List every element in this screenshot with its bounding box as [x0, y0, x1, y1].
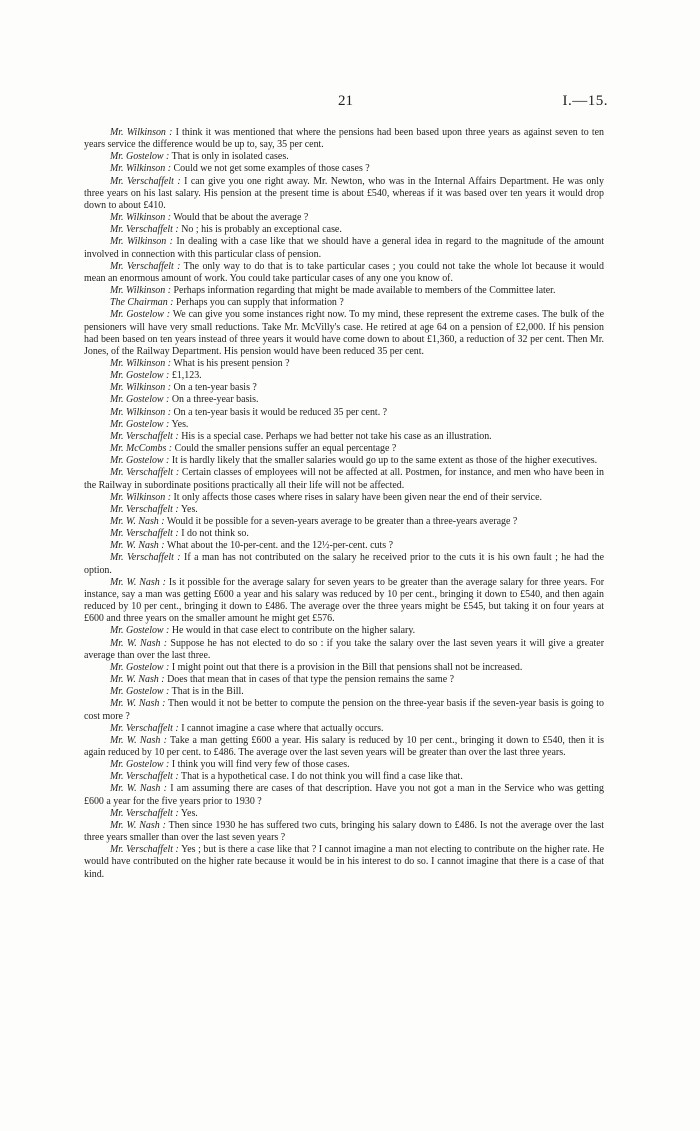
- speech-text: I am assuming there are cases of that description. Have you not got a man in the Service who was getting £600 a year for the five years prior to 1930 ?: [84, 783, 604, 807]
- speaker-name: Mr. Wilkinson :: [110, 357, 172, 369]
- speech-text: That is only in isolated cases.: [169, 151, 289, 163]
- speaker-name: Mr. Gostelow :: [110, 625, 170, 637]
- transcript-paragraph: [84, 382, 604, 394]
- speech-text: The only way to do that is to take particular cases ; you could not take the whole lot because it would mean an enormous amount of work. You could take particular cases of any one you know of.: [84, 260, 604, 284]
- speech-text: I cannot imagine a case where that actually occurs.: [178, 722, 384, 734]
- transcript-paragraph: [84, 674, 604, 686]
- speaker-name: Mr. Gostelow :: [110, 661, 170, 673]
- speaker-name: The Chairman :: [110, 297, 174, 309]
- document-reference: I.—15.: [562, 93, 608, 109]
- speaker-name: Mr. Wilkinson :: [110, 382, 172, 394]
- speech-text: On a three-year basis.: [169, 394, 259, 406]
- speaker-name: Mr. Verschaffelt :: [110, 260, 181, 272]
- transcript-paragraph: [84, 224, 604, 236]
- speaker-name: Mr. Gostelow :: [110, 370, 170, 382]
- transcript-paragraph: [84, 467, 604, 491]
- transcript-paragraph: [84, 163, 604, 175]
- speech-text: Perhaps you can supply that information ?: [173, 297, 344, 309]
- speech-text: In dealing with a case like that we should have a general idea in regard to the magnitude of the amount involved in connection with this particular class of pension.: [84, 236, 604, 260]
- speaker-name: Mr. Wilkinson :: [110, 212, 172, 224]
- speech-text: Is it possible for the average salary for seven years to be greater than the average salary for three years. For instance, say a man was getting £600 a year and his salary was reduced by 10 per cent., bringing it down to £540, and then again reduced by 10 per cent., bringing it down to £486. The average over the three years might be £545, but taking it on four years at £600 and three years on the smaller amount he might get £576.: [84, 576, 605, 625]
- transcript-paragraph: [84, 492, 604, 504]
- speaker-name: Mr. McCombs :: [110, 443, 173, 455]
- speech-text: I might point out that there is a provision in the Bill that pensions shall not be increased.: [169, 661, 523, 673]
- speech-text: Yes.: [178, 503, 198, 515]
- speech-text: Then would it not be better to compute the pension on the three-year basis if the seven-year basis is going to cost more ?: [84, 698, 604, 722]
- transcript-paragraph: [84, 783, 604, 807]
- speech-text: Certain classes of employees will not be affected at all. Postmen, for instance, and men who have been in the Railway in subordinate positions practically all their life will not be affected.: [84, 467, 604, 491]
- speaker-name: Mr. Wilkinson :: [110, 236, 173, 248]
- speech-text: That is in the Bill.: [169, 686, 244, 698]
- speech-text: £1,123.: [169, 370, 202, 382]
- speech-text: What about the 10-per-cent. and the 12½-per-cent. cuts ?: [164, 540, 394, 552]
- speaker-name: Mr. Verschaffelt :: [110, 807, 179, 819]
- speech-text: On a ten-year basis it would be reduced 35 per cent. ?: [171, 406, 388, 418]
- speech-text: If a man has not contributed on the salary he received prior to the cuts it is his own fault ; he had the option.: [84, 552, 604, 576]
- speaker-name: Mr. W. Nash :: [110, 819, 166, 831]
- transcript-paragraph: [84, 686, 604, 698]
- speaker-name: Mr. Verschaffelt :: [110, 224, 179, 236]
- speech-text: He would in that case elect to contribute on the higher salary.: [169, 625, 416, 637]
- transcript-paragraph: [84, 358, 604, 370]
- transcript-paragraph: [84, 577, 604, 626]
- speaker-name: Mr. Verschaffelt :: [110, 175, 181, 187]
- speaker-name: Mr. W. Nash :: [110, 734, 167, 746]
- transcript-paragraph: [84, 735, 604, 759]
- transcript-paragraph: [84, 261, 604, 285]
- transcript-paragraph: [84, 844, 604, 880]
- speaker-name: Mr. Gostelow :: [110, 686, 170, 698]
- transcript-paragraph: [84, 552, 604, 576]
- transcript-paragraph: [84, 394, 604, 406]
- transcript-paragraph: [84, 698, 604, 722]
- transcript-paragraph: [84, 540, 604, 552]
- speech-text: Take a man getting £600 a year. His salary is reduced by 10 per cent., bringing it down to £540, then it is again reduced by 10 per cent. to £486. The average over the last seven years will be greater than over the last three years.: [84, 734, 605, 758]
- transcript-paragraph: [84, 309, 604, 358]
- speaker-name: Mr. Gostelow :: [110, 309, 171, 321]
- transcript-paragraph: [84, 431, 604, 443]
- speech-text: Could we not get some examples of those cases ?: [171, 163, 370, 175]
- speech-text: On a ten-year basis ?: [171, 382, 257, 394]
- transcript-paragraph: [84, 370, 604, 382]
- speaker-name: Mr. Wilkinson :: [110, 163, 172, 175]
- transcript-paragraph: [84, 151, 604, 163]
- speech-text: Could the smaller pensions suffer an equal percentage ?: [172, 443, 397, 455]
- transcript-paragraph: [84, 407, 604, 419]
- speech-text: It only affects those cases where rises in salary have been given near the end of their service.: [171, 491, 542, 503]
- speech-text: Yes.: [178, 807, 198, 819]
- speaker-name: Mr. W. Nash :: [110, 540, 165, 552]
- transcript-paragraph: [84, 443, 604, 455]
- speech-text: I do not think so.: [178, 528, 249, 540]
- transcript-paragraph: [84, 285, 604, 297]
- transcript-paragraph: [84, 212, 604, 224]
- speaker-name: Mr. Verschaffelt :: [110, 722, 179, 734]
- speaker-name: Mr. Verschaffelt :: [110, 503, 179, 515]
- page-number: 21: [338, 93, 353, 109]
- transcript-paragraph: [84, 820, 604, 844]
- transcript-paragraph: [84, 176, 604, 212]
- speaker-name: Mr. W. Nash :: [110, 698, 166, 710]
- speech-text: Perhaps information regarding that might be made available to members of the Committee later.: [171, 285, 556, 297]
- transcript-paragraph: [84, 127, 604, 151]
- speaker-name: Mr. Verschaffelt :: [110, 430, 179, 442]
- speaker-name: Mr. Wilkinson :: [110, 127, 173, 138]
- transcript-paragraph: [84, 504, 604, 516]
- speaker-name: Mr. W. Nash :: [110, 516, 165, 527]
- speaker-name: Mr. Gostelow :: [110, 455, 170, 467]
- speaker-name: Mr. Gostelow :: [110, 394, 170, 406]
- speech-text: What is his present pension ?: [171, 357, 290, 369]
- speaker-name: Mr. Gostelow :: [110, 418, 170, 430]
- speaker-name: Mr. Wilkinson :: [110, 406, 172, 418]
- speech-text: I think it was mentioned that where the pensions had been based upon three years as against seven to ten years service the difference would be up to, say, 35 per cent.: [84, 127, 604, 151]
- speaker-name: Mr. W. Nash :: [110, 783, 167, 795]
- speaker-name: Mr. W. Nash :: [110, 674, 165, 686]
- speech-text: No ; his is probably an exceptional case.: [178, 224, 342, 236]
- speaker-name: Mr. Verschaffelt :: [110, 552, 181, 564]
- speech-text: Suppose he has not elected to do so : if you take the salary over the last seven years it will give a greater average than over the last three.: [84, 637, 604, 661]
- speech-text: It is hardly likely that the smaller salaries would go up to the same extent as those of the higher executives.: [169, 455, 598, 467]
- speaker-name: Mr. Verschaffelt :: [110, 467, 180, 479]
- transcript-paragraph: [84, 771, 604, 783]
- transcript-paragraph: [84, 297, 604, 309]
- transcript-paragraph: [84, 723, 604, 735]
- speaker-name: Mr. W. Nash :: [110, 637, 168, 649]
- speech-text: That is a hypothetical case. I do not think you will find a case like that.: [178, 771, 463, 783]
- speech-text: I can give you one right away. Mr. Newton, who was in the Internal Affairs Department. He was only three years on his last salary. His pension at the present time is about £540, whereas if it was based over ten years it would drop down to about £410.: [84, 175, 604, 211]
- speaker-name: Mr. Wilkinson :: [110, 285, 172, 297]
- transcript-paragraph: [84, 625, 604, 637]
- transcript-paragraph: [84, 528, 604, 540]
- speech-text: Would that be about the average ?: [171, 212, 309, 224]
- speech-text: Does that mean that in cases of that type the pension remains the same ?: [164, 674, 455, 686]
- speaker-name: Mr. Gostelow :: [110, 759, 170, 771]
- speaker-name: Mr. Verschaffelt :: [110, 844, 179, 856]
- speech-text: His is a special case. Perhaps we had better not take his case as an illustration.: [178, 430, 492, 442]
- speech-text: I think you will find very few of those cases.: [169, 759, 350, 771]
- transcript-paragraph: [84, 662, 604, 674]
- speech-text: Yes ; but is there a case like that ? I cannot imagine a man not electing to contribute on the higher rate. He would have contributed on the higher rate because it would be in his interest to do so. I cannot imagine that there is a case of that kind.: [84, 844, 604, 880]
- speaker-name: Mr. W. Nash :: [110, 576, 166, 588]
- page-header: [0, 93, 700, 115]
- speaker-name: Mr. Wilkinson :: [110, 491, 172, 503]
- transcript-paragraph: [84, 516, 604, 528]
- transcript-paragraph: [84, 455, 604, 467]
- transcript-paragraph: [84, 808, 604, 820]
- speech-text: Would it be possible for a seven-years average to be greater than a three-years average ?: [164, 516, 518, 527]
- transcript-paragraph: [84, 638, 604, 662]
- speaker-name: Mr. Gostelow :: [110, 151, 170, 163]
- transcript-body: [84, 127, 604, 881]
- speaker-name: Mr. Verschaffelt :: [110, 528, 179, 540]
- transcript-paragraph: [84, 419, 604, 431]
- transcript-paragraph: [84, 236, 604, 260]
- speech-text: Yes.: [169, 418, 189, 430]
- speaker-name: Mr. Verschaffelt :: [110, 771, 179, 783]
- speech-text: We can give you some instances right now. To my mind, these represent the extreme cases. The bulk of the pensioners will have very small reductions. Take Mr. McVilly's case. He retired at age 64 on a pension of £2,000. If his pension had been based on ten years instead of three years it would have come down to about £1,360, a reduction of 32 per cent. Then Mr. Jones, of the Railway Department. His pension would have been reduced 35 per cent.: [84, 309, 604, 357]
- transcript-paragraph: [84, 759, 604, 771]
- speech-text: Then since 1930 he has suffered two cuts, bringing his salary down to £486. Is not the average over the last three years smaller than over the last seven years ?: [84, 819, 604, 844]
